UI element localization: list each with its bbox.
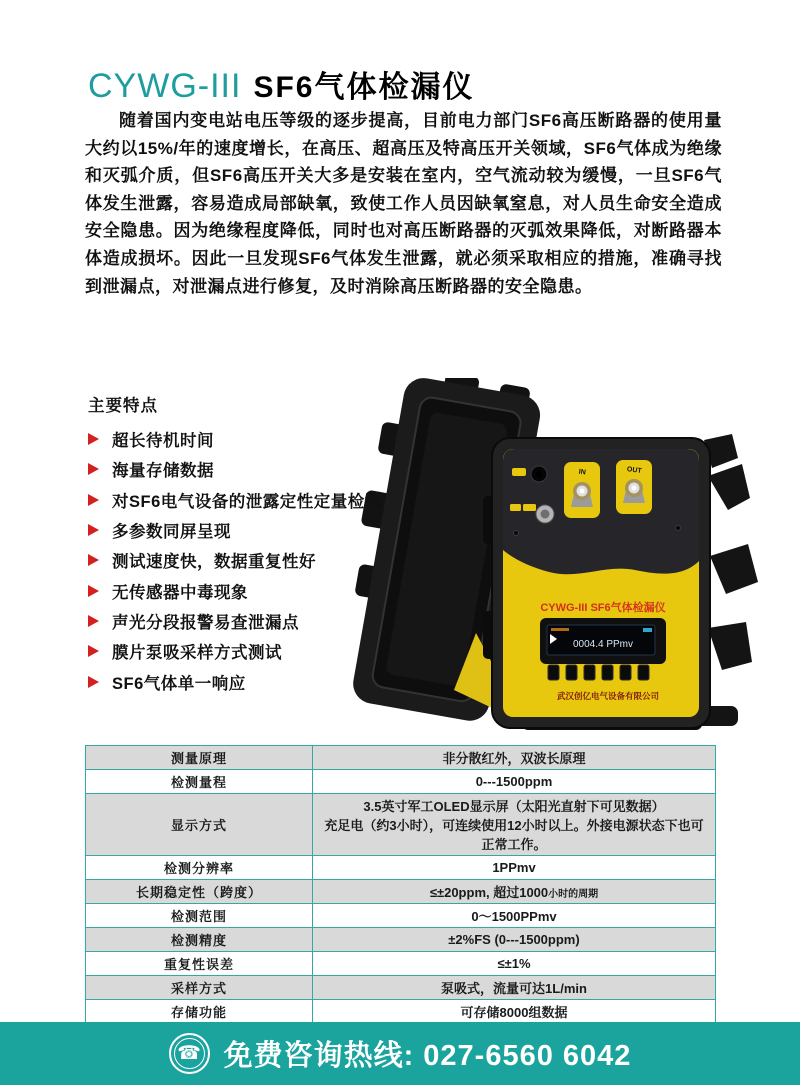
feature-item — [88, 636, 382, 666]
table-row — [86, 976, 716, 1000]
feature-item — [88, 454, 382, 484]
spec-label: 检测精度 — [86, 928, 313, 952]
feature-label: SF6气体单一响应 — [112, 674, 246, 693]
spec-label: 测量原理 — [86, 746, 313, 770]
hotline-text: 免费咨询热线: 027-6560 6042 — [223, 1040, 632, 1072]
top-control-band — [503, 449, 699, 574]
phone-icon: ☎ — [169, 1033, 210, 1074]
feature-label: 无传感器中毒现象 — [112, 583, 248, 602]
feature-label: 声光分段报警易查泄漏点 — [112, 613, 299, 632]
product-photo — [326, 378, 770, 734]
feature-item — [88, 424, 382, 454]
feature-item — [88, 515, 382, 545]
spec-label: 显示方式 — [86, 794, 313, 856]
specs-table — [85, 745, 716, 1024]
feature-label: 多参数同屏呈现 — [112, 523, 231, 542]
feature-item — [88, 666, 382, 696]
triangle-bullet-icon — [88, 524, 99, 536]
features-heading: 主要特点 — [88, 397, 158, 415]
gas-port-out — [616, 460, 652, 514]
triangle-bullet-icon — [88, 615, 99, 627]
hotline-banner — [0, 1022, 800, 1085]
spec-value: 非分散红外，双波长原理 — [442, 751, 586, 766]
triangle-bullet-icon — [88, 433, 99, 445]
feature-label: 膜片泵吸采样方式测试 — [112, 644, 282, 663]
spec-value: 3.5英寸军工OLED显示屏（太阳光直射下可见数据） — [363, 799, 665, 814]
table-row — [86, 904, 716, 928]
spec-value: 泵吸式，流量可达1L/min — [441, 981, 587, 996]
feature-item — [88, 485, 382, 515]
table-row — [86, 770, 716, 794]
table-row — [86, 746, 716, 770]
triangle-bullet-icon — [88, 494, 99, 506]
triangle-bullet-icon — [88, 554, 99, 566]
product-name: SF6气体检漏仪 — [253, 71, 475, 104]
triangle-bullet-icon — [88, 676, 99, 688]
spec-value: 0～1500PPmv — [471, 909, 557, 924]
spec-value: ±2%FS (0---1500ppm) — [448, 932, 580, 947]
table-row — [86, 928, 716, 952]
spec-label: 采样方式 — [86, 976, 313, 1000]
table-row — [86, 856, 716, 880]
feature-label: 海量存储数据 — [112, 462, 214, 481]
spec-value: ≤±1% — [497, 956, 531, 971]
page-title — [88, 62, 474, 106]
feature-item — [88, 575, 382, 605]
feature-item — [88, 606, 382, 636]
spec-label: 检测分辨率 — [86, 856, 313, 880]
device-label: CYWG-III SF6气体检漏仪 — [540, 602, 666, 614]
spec-label: 长期稳定性（跨度） — [86, 880, 313, 904]
spec-value: ≤±20ppm, 超过1000 — [429, 885, 549, 900]
spec-label: 存储功能 — [86, 1000, 313, 1024]
company-name: 武汉创亿电气设备有限公司 — [556, 691, 660, 701]
table-row — [86, 1000, 716, 1024]
features-list — [88, 424, 382, 697]
svg-text:IN: IN — [578, 468, 587, 477]
spec-value: 1PPmv — [492, 860, 536, 875]
feature-label: 测试速度快，数据重复性好 — [112, 553, 316, 572]
intro-paragraph: 随着国内变电站电压等级的逐步提高，目前电力部门SF6高压断路器的使用量大约以15%/年的速度增长，在高压、超高压及特高压开关领域，SF6气体成为绝缘和灭弧介质，但SF6高压开关大多是安装在室内，空气流动较为缓慢，一旦SF6气体发生泄露，容易造成局部缺氧，致使工作人员因缺氧窒息，对人员生命安全造成安全隐患。因为绝缘程度降低，同时也对高压断路器的灭弧效果降低，对断路器本体造成损坏。因此一旦发现SF6气体发生泄露，就必须采取相应的措施，准确寻找到泄漏点，对泄漏点进行修复，及时消除高压断路器的安全隐患。 — [85, 111, 722, 296]
svg-text:OUT: OUT — [626, 466, 643, 476]
table-row — [86, 794, 716, 856]
feature-label: 对SF6电气设备的泄露定性定量检测 — [112, 492, 382, 511]
feature-item — [88, 545, 382, 575]
spec-label: 检测量程 — [86, 770, 313, 794]
table-row — [86, 880, 716, 904]
oled-display — [540, 618, 666, 664]
spec-label: 重复性误差 — [86, 952, 313, 976]
gas-port-in — [564, 462, 600, 518]
table-row — [86, 952, 716, 976]
spec-value: 0---1500ppm — [475, 774, 553, 789]
spec-value: 可存储8000组数据 — [460, 1005, 568, 1020]
triangle-bullet-icon — [88, 645, 99, 657]
detector-device-image — [326, 378, 770, 734]
spec-value-small: 小时的周期 — [548, 889, 599, 900]
feature-label: 超长待机时间 — [112, 432, 214, 451]
display-reading: 0004.4 PPmv — [572, 639, 634, 650]
spec-value: 充足电（约3小时），可连续使用12小时以上。外接电源状态下也可正常工作。 — [324, 818, 704, 852]
spec-label: 检测范围 — [86, 904, 313, 928]
triangle-bullet-icon — [88, 585, 99, 597]
triangle-bullet-icon — [88, 463, 99, 475]
product-model: CYWG-III — [88, 67, 242, 105]
